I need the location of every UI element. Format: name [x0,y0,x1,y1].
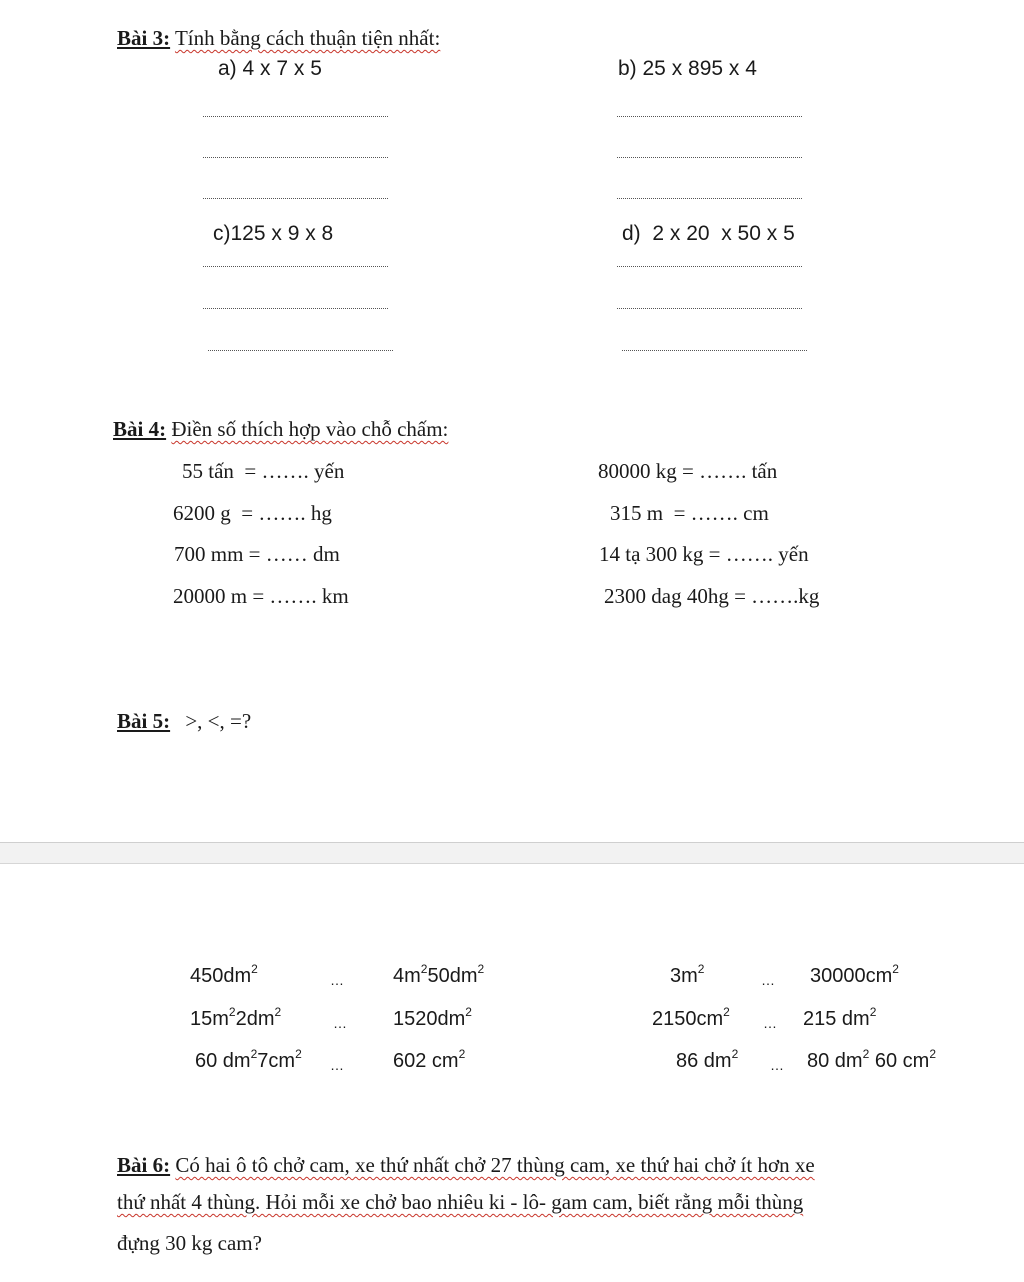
bai3-b: b) 25 x 895 x 4 [618,57,757,80]
answer-line [617,308,802,309]
bai4-row2-right: 315 m = ……. cm [610,501,769,525]
answer-line [203,116,388,117]
answer-line [617,198,802,199]
answer-line [203,266,388,267]
answer-line [203,308,388,309]
bai5-r1-c: $3m^2$ [670,962,705,987]
bai3-instruction: Tính bằng cách thuận tiện nhất: [174,26,441,50]
bai6-line1 [117,1146,815,1184]
bai4-row3-left: 700 mm = …… dm [174,542,340,566]
bai3-heading [117,26,440,51]
bai5-r1-b: $4m^250dm^2$ [393,962,485,987]
bai3-a: a) 4 x 7 x 5 [218,57,322,80]
bai4-label: Bài 4: [113,417,167,441]
bai6-text-line2: thứ nhất 4 thùng. Hỏi mỗi xe chở bao nhiêu ki - lô- gam cam, biết rằng mỗi thùng [117,1190,804,1214]
bai5-r1-blank2: … [761,972,776,988]
bai5-r3-b: 602 $cm^2$ [393,1047,466,1072]
bai6-line3 [117,1224,262,1262]
bai5-r2-c: $2150cm^2$ [652,1005,730,1030]
bai4-heading [113,417,448,442]
bai5-r3-c: 86 $dm^2$ [676,1047,739,1072]
bai5-label: Bài 5: [117,709,171,733]
bai5-r2-blank2: … [763,1015,778,1031]
bai5-heading [117,709,251,734]
answer-line [203,157,388,158]
bai5-r3-blank1: … [330,1057,345,1073]
bai4-row4-left: 20000 m = ……. km [173,584,349,608]
answer-line [617,266,802,267]
bai6-text-line3: đựng 30 kg cam? [117,1231,262,1255]
bai5-r2-b: $1520dm^2$ [393,1005,472,1030]
bai5-r2-a: $15m^22dm^2$ [190,1005,282,1030]
bai4-instruction: Điền số thích hợp vào chỗ chấm: [171,417,449,441]
answer-line [617,116,802,117]
bai4-row1-right: 80000 kg = ……. tấn [598,459,778,483]
bai5-instruction: >, <, =? [185,709,252,733]
bai3-label: Bài 3: [117,26,171,50]
bai5-r1-d: $30000cm^2$ [810,962,899,987]
bai3-d: d) 2 x 20 x 50 x 5 [622,222,795,245]
bai6-label: Bài 6: [117,1153,171,1177]
bai4-row4-right: 2300 dag 40hg = …….kg [604,584,820,608]
bai3-c: c)125 x 9 x 8 [213,222,334,245]
bai5-r2-blank1: … [333,1015,348,1031]
bai5-r3-a: 60 $dm^27cm^2$ [195,1047,302,1072]
bai5-r3-blank2: … [770,1057,785,1073]
page-break-band [0,843,1024,864]
bai6-text-line1: Có hai ô tô chở cam, xe thứ nhất chở 27 thùng cam, xe thứ hai chở ít hơn xe [175,1153,815,1177]
bai4-row2-left: 6200 g = ……. hg [173,501,332,525]
bai5-r1-a: $450dm^2$ [190,962,258,987]
bai4-row3-right: 14 tạ 300 kg = ……. yến [599,542,809,566]
answer-line [208,350,393,351]
answer-line [617,157,802,158]
bai5-r3-d: 80 $dm^2$ 60 $cm^2$ [807,1047,936,1072]
bai5-r2-d: 215 $dm^2$ [803,1005,877,1030]
bai6-line2 [117,1183,803,1221]
bai4-row1-left: 55 tấn = ……. yến [182,459,345,483]
answer-line [622,350,807,351]
answer-line [203,198,388,199]
bai5-r1-blank1: … [330,972,345,988]
